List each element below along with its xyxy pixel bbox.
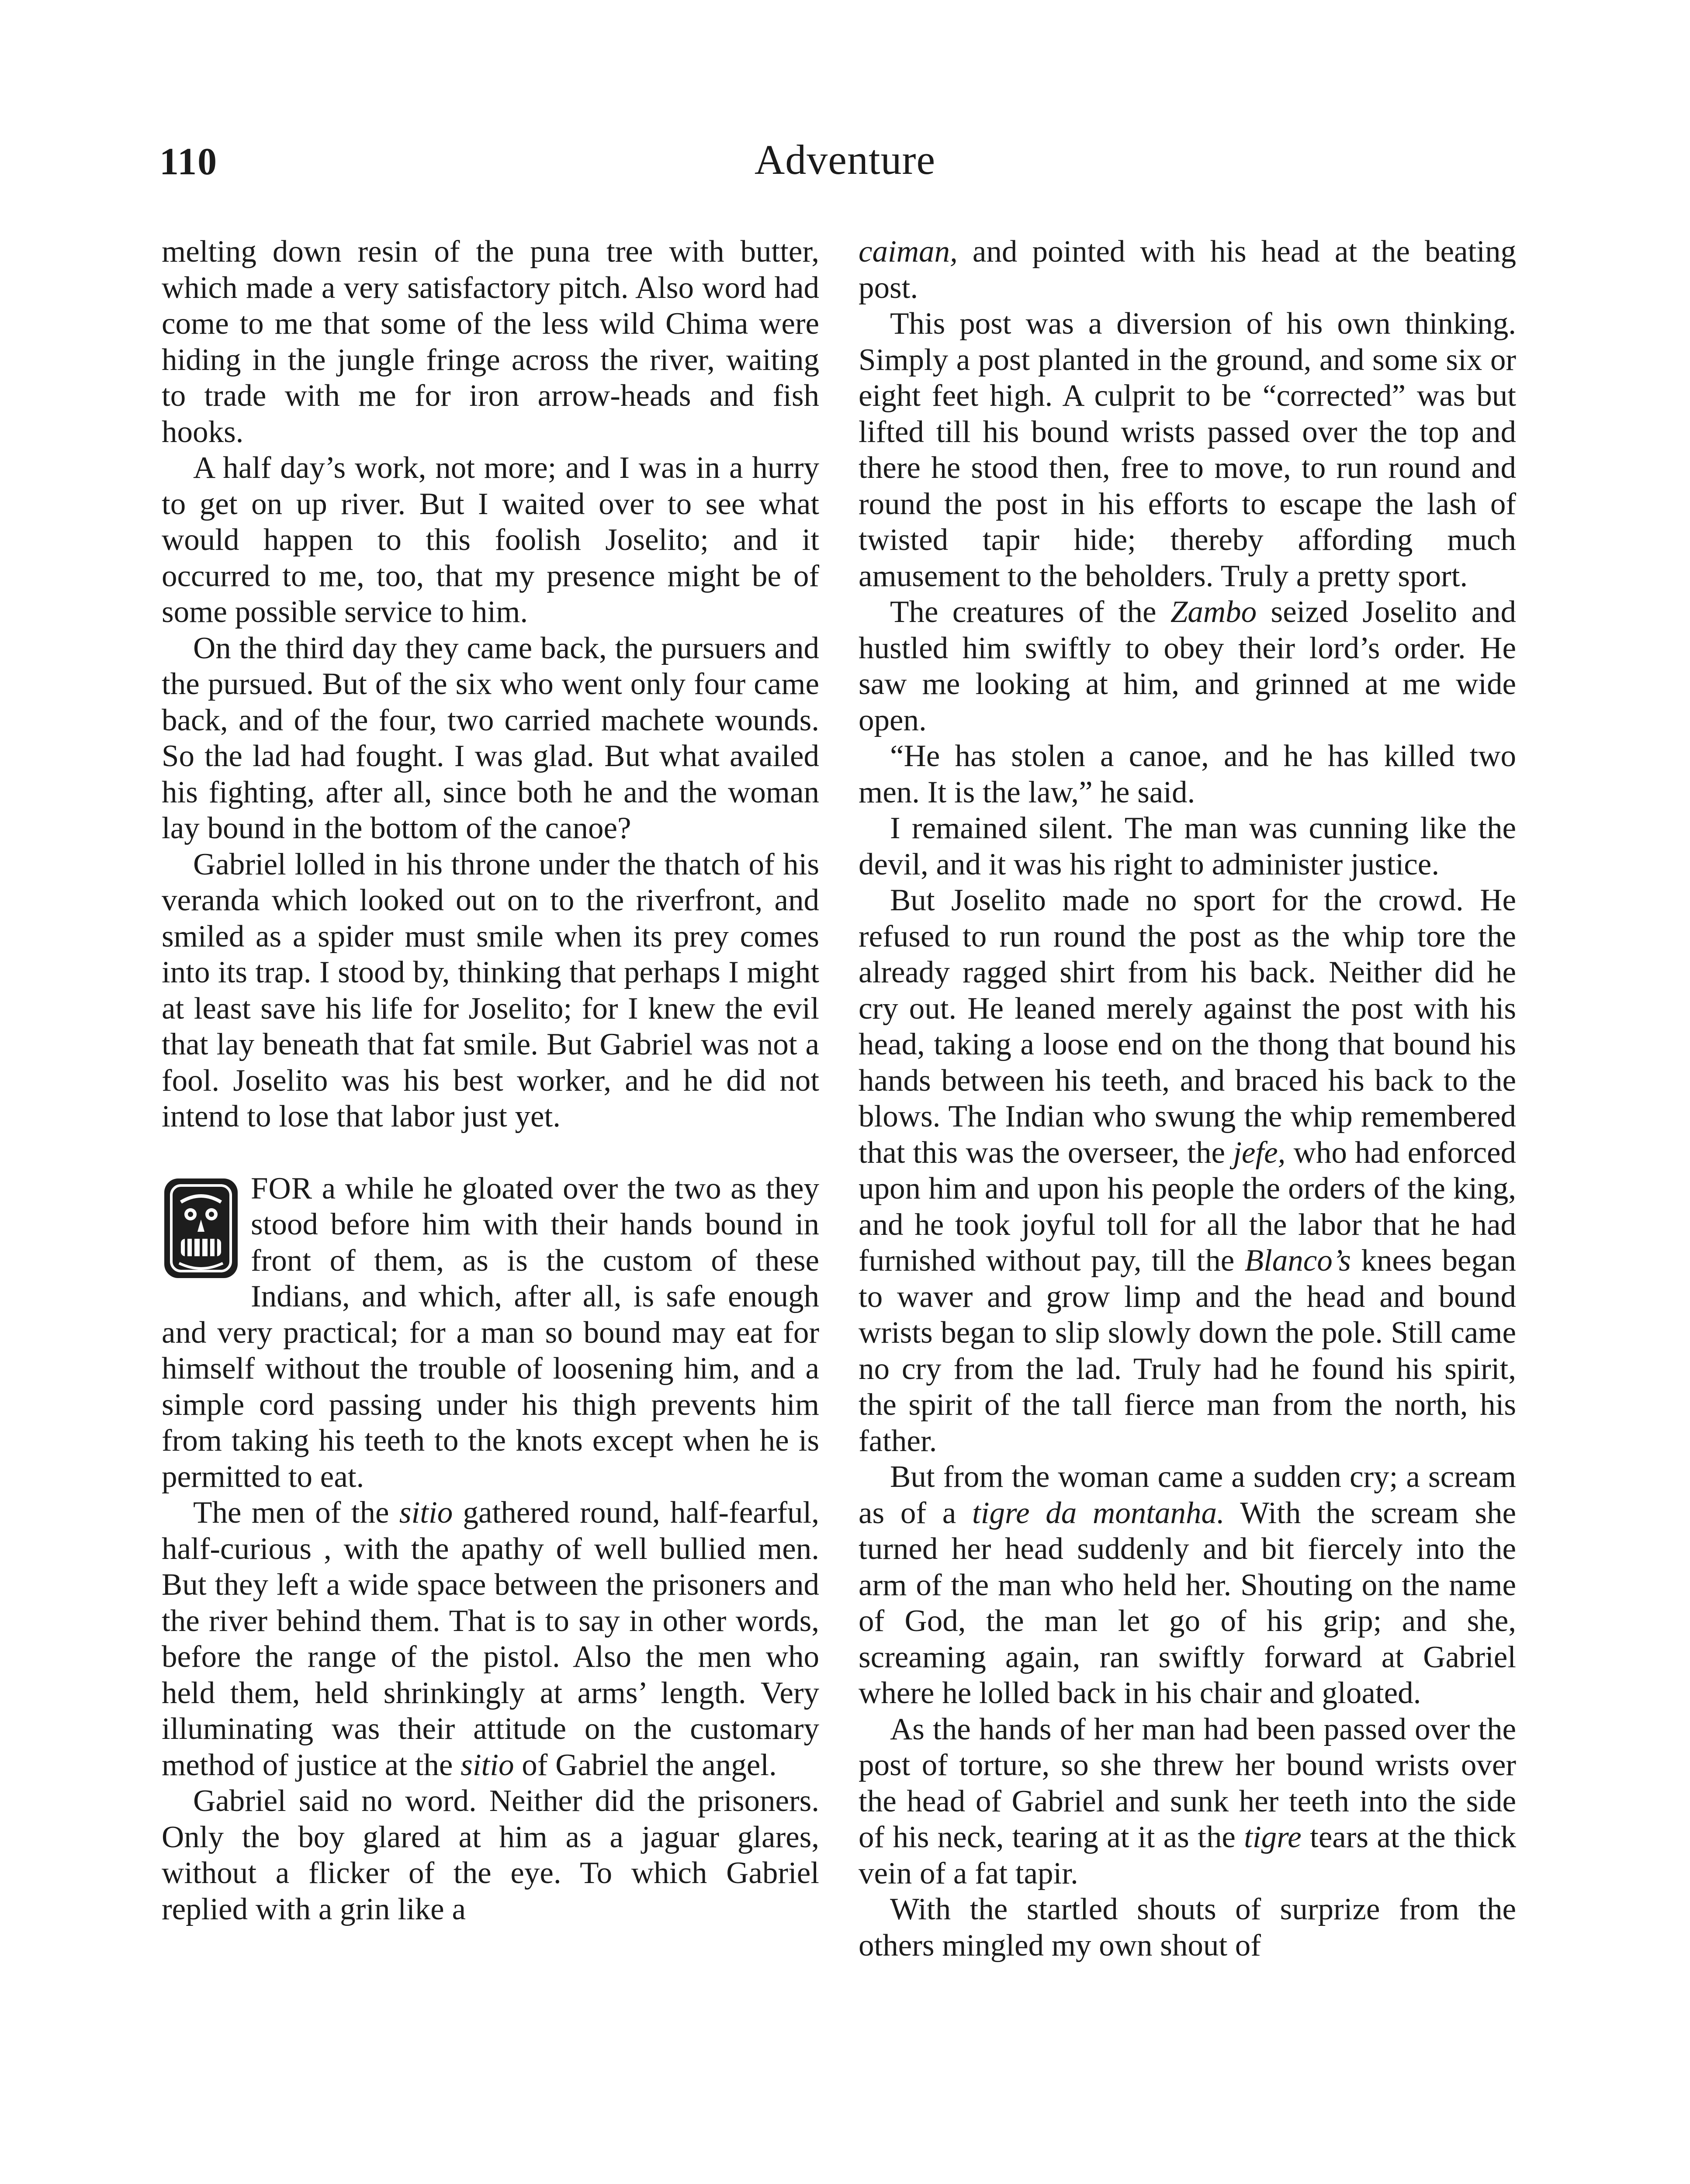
text-run: The creatures of the [890,595,1157,629]
paragraph [859,882,1516,1459]
paragraph: A half day’s work, not more; and I was in a hurry to get on up river. But I waited over to see what would happen to this foolish Joselito; and it occurred to me, too, that my presence might be of some possible service to him. [162,451,819,629]
italic-term: sitio [399,1496,453,1530]
text-run: But Joselito made no sport for the crowd. He refused to run round the post as the whip tore the already ragged shirt from his back. Neither did he cry out. He leaned merely against the post with his head, taking a loose end on the thong that bound his hands between his teeth, and braced his back to the blows. The Indian who swung the whip remembered that this was the overseer, the [859,883,1516,1170]
italic-term: Blanco’s [1244,1244,1351,1278]
italic-term: Zambo [1170,595,1257,629]
text-run: gathered round, half-fearful, half-curious , with the apathy of well bullied men. But they left a wide space between the prisoners and the river behind them. That is to say in other words, before the range of the pistol. Also the men who held them, held shrinkingly at arms’ length. Very illuminating was their attitude on the customary method of justice at the [162,1496,819,1782]
right-column [859,234,1516,1963]
italic-term: caiman, [859,235,958,269]
left-column [162,234,819,1927]
text-run: tears at the thick vein of a fat tapir. [859,1820,1516,1890]
section-lead-word: FOR [251,1171,313,1206]
text-run: who had enforced upon him and upon his people the orders of the king, and he took joyful toll for all the labor that he had furnished without pay, till the [859,1135,1517,1278]
text-run: and pointed with his head at the beating post. [859,235,1517,305]
text-run: seized Joselito and hustled him swiftly to obey their lord’s order. He saw me looking at him, and grinned at me wide open. [859,595,1516,737]
paragraph-text: a while he gloated over the two as they stood before him with their hands bound in front of them, as is the custom of these Indians, and which, after all, is safe enough and very practical; for a man so bound may eat for himself without the trouble of loosening him, and a simple cord passing under his thigh prevents him from taking his teeth to the knots except when he is permitted to eat. [162,1171,820,1494]
paragraph: Gabriel lolled in his throne under the thatch of his veranda which looked out on to the riverfront, and smiled as a spider must smile when its prey comes into its trap. I stood by, thinking that perhaps I might at least save his life for Joselito; for I knew the evil that lay beneath that fat smile. But Gabriel was not a fool. Joselito was his best worker, and he did not intend to lose that labor just yet. [162,847,819,1133]
paragraph: I remained silent. The man was cunning like the devil, and it was his right to administer justice. [859,811,1516,881]
carved-mask-ornament-icon [162,1176,240,1281]
paragraph [859,234,1516,306]
paragraph: With the startled shouts of surprize from the others mingled my own shout of [859,1892,1516,1963]
paragraph: melting down resin of the puna tree with butter, which made a very satisfactory pitch. Also word had come to me that some of the less wild Chima were hiding in the jungle fringe across the river, waiting to trade with me for iron arrow-heads and fish hooks. [162,235,819,449]
section-opening-paragraph [162,1171,819,1495]
paragraph [162,1495,819,1783]
running-head-title: Adventure [754,136,936,183]
text-run: The men of the [193,1496,389,1530]
text-run: of Gabriel the angel. [522,1748,777,1782]
text-run: As the hands of her man had been passed over the post of torture, so she threw her bound wrists over the head of Gabriel and sunk her teeth into the side of his neck, tearing at it as the [859,1712,1516,1854]
paragraph [859,594,1516,738]
italic-term: sitio [461,1748,514,1782]
text-run: With the scream she turned her head suddenly and bit fiercely into the arm of the man who held her. Shouting on the name of God, the man let go of his grip; and she, screaming again, ran swiftly forward at Gabriel where he lolled back in his chair and gloated. [859,1496,1516,1710]
paragraph: “He has stolen a canoe, and he has killed two men. It is the law,” he said. [859,739,1516,809]
paragraph [859,1711,1516,1892]
italic-term: tigre [1244,1820,1302,1854]
page-number: 110 [159,141,218,183]
text-run: But from the woman came a sudden cry; a scream as of a [859,1460,1516,1530]
italic-term: jefe, [1233,1135,1286,1170]
text-run: knees began to waver and grow limp and the head and bound wrists began to slip slowly down the pole. Still came no cry from the lad. Truly had he found his spirit, the spirit of the tall fierce man from the north, his father. [859,1244,1516,1458]
paragraph: This post was a diversion of his own thinking. Simply a post planted in the ground, and some six or eight feet high. A culprit to be “corrected” was but lifted till his bound wrists passed over the top and there he stood then, free to move, to run round and round the post in his efforts to escape the lash of twisted tapir hide; thereby affording much amusement to the beholders. Truly a pretty sport. [859,307,1516,593]
paragraph [859,1459,1516,1711]
paragraph: Gabriel said no word. Neither did the prisoners. Only the boy glared at him as a jaguar glares, without a flicker of the eye. To which Gabriel replied with a grin like a [162,1784,819,1926]
italic-term: tigre da montanha. [972,1496,1225,1530]
paragraph: On the third day they came back, the pursuers and the pursued. But of the six who went only four came back, and of the four, two carried machete wounds. So the lad had fought. I was glad. But what availed his fighting, after all, since both he and the woman lay bound in the bottom of the canoe? [162,631,819,845]
